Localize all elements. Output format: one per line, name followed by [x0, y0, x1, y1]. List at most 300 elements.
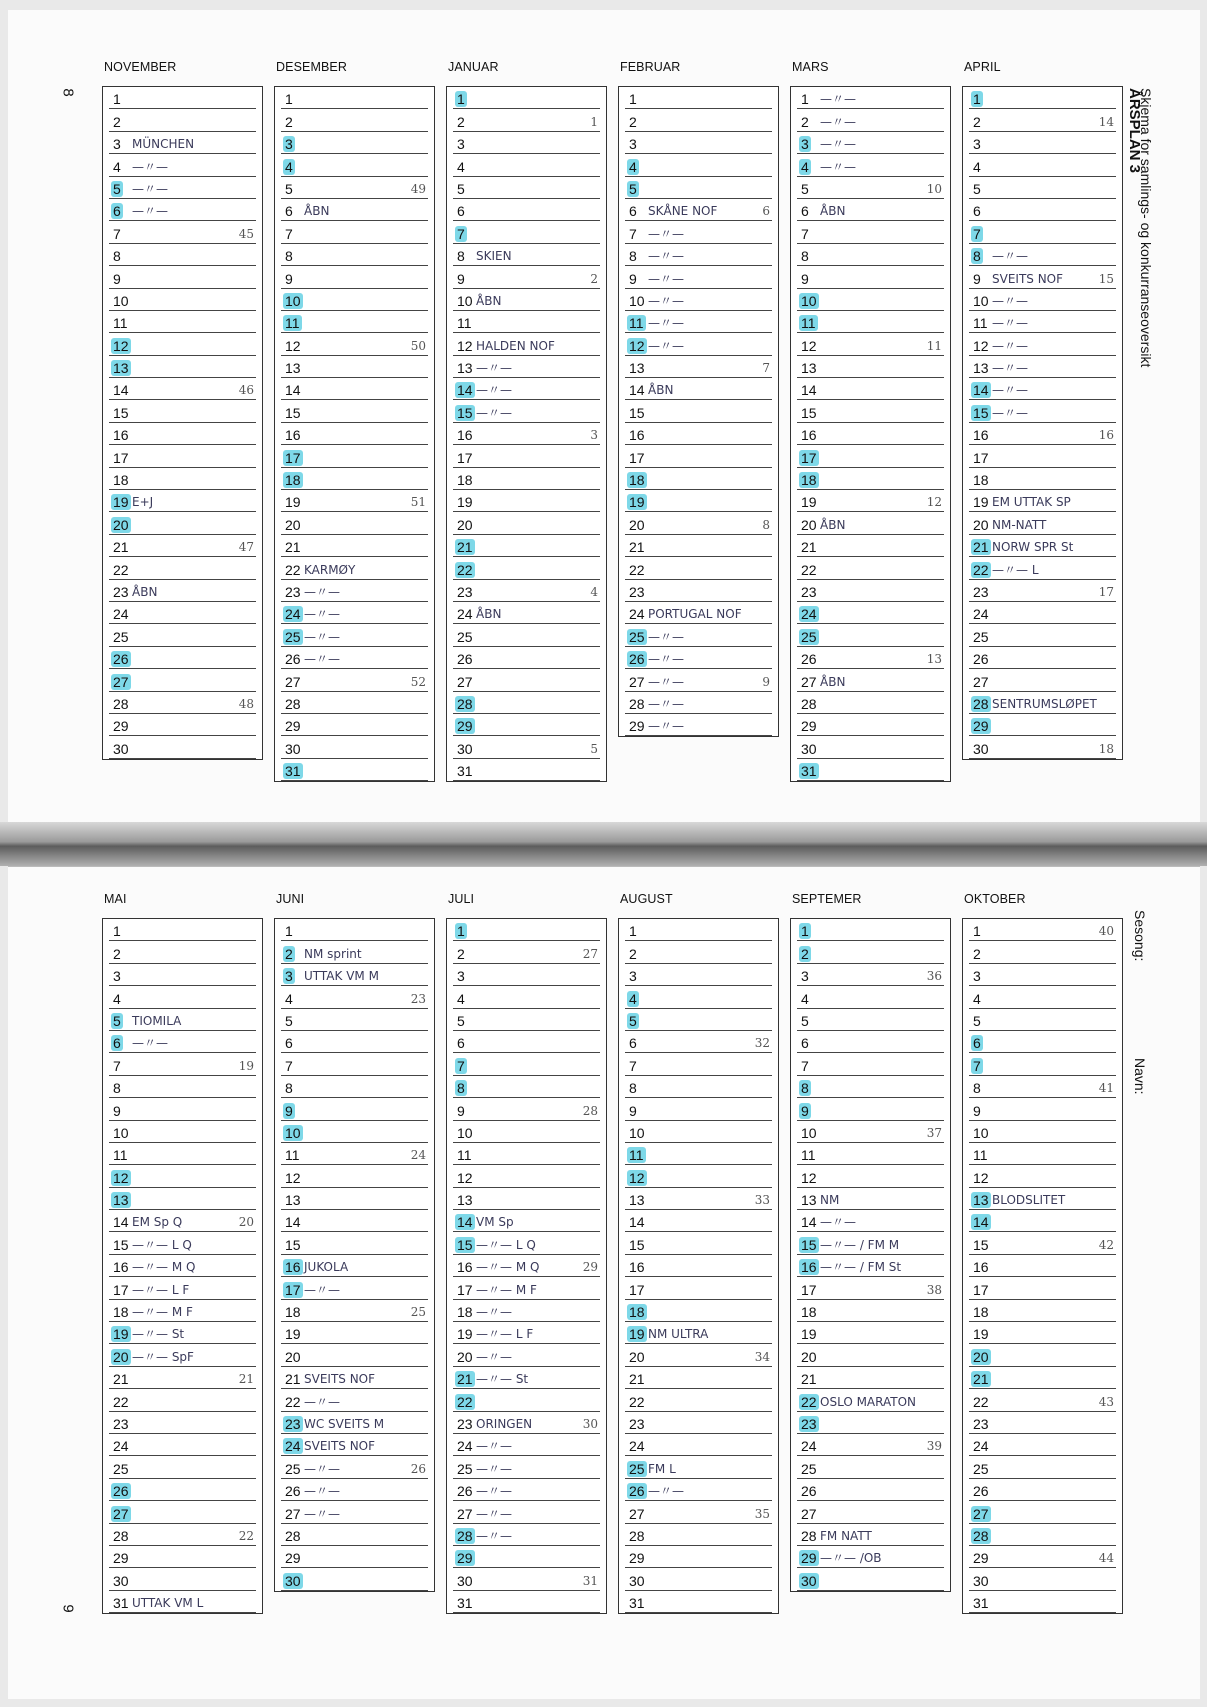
day-row[interactable] [281, 1098, 428, 1120]
day-row[interactable] [969, 919, 1116, 941]
day-row[interactable] [969, 289, 1116, 311]
day-row[interactable] [625, 1568, 772, 1590]
day-row[interactable] [281, 289, 428, 311]
day-row[interactable] [453, 986, 600, 1008]
day-row[interactable] [625, 714, 772, 736]
day-row[interactable] [453, 602, 600, 624]
day-row[interactable] [969, 580, 1116, 602]
day-row[interactable] [281, 1322, 428, 1344]
day-row[interactable] [109, 1344, 256, 1366]
day-row[interactable] [453, 1501, 600, 1523]
day-row[interactable] [109, 1367, 256, 1389]
day-row[interactable] [281, 1546, 428, 1568]
day-row[interactable] [453, 1434, 600, 1456]
day-row[interactable] [969, 1591, 1116, 1613]
day-row[interactable] [109, 1300, 256, 1322]
day-row[interactable] [969, 941, 1116, 963]
day-row[interactable] [109, 1389, 256, 1411]
day-row[interactable] [969, 378, 1116, 400]
day-row[interactable] [281, 1277, 428, 1299]
day-row[interactable] [625, 445, 772, 467]
day-row[interactable] [109, 445, 256, 467]
day-row[interactable] [625, 1053, 772, 1075]
day-row[interactable] [453, 244, 600, 266]
day-row[interactable] [109, 87, 256, 109]
day-row[interactable] [281, 692, 428, 714]
day-row[interactable] [453, 1031, 600, 1053]
day-row[interactable] [969, 736, 1116, 758]
day-row[interactable] [109, 154, 256, 176]
day-row[interactable] [453, 289, 600, 311]
day-row[interactable] [969, 1031, 1116, 1053]
day-row[interactable] [281, 1434, 428, 1456]
day-row[interactable] [625, 986, 772, 1008]
day-row[interactable] [453, 535, 600, 557]
day-row[interactable] [109, 535, 256, 557]
day-row[interactable] [625, 535, 772, 557]
day-row[interactable] [109, 1546, 256, 1568]
day-row[interactable] [453, 941, 600, 963]
day-row[interactable] [969, 221, 1116, 243]
day-row[interactable] [281, 1009, 428, 1031]
day-row[interactable] [453, 1367, 600, 1389]
day-row[interactable] [625, 1277, 772, 1299]
day-row[interactable] [797, 1076, 944, 1098]
day-row[interactable] [281, 154, 428, 176]
day-row[interactable] [453, 1412, 600, 1434]
day-row[interactable] [625, 356, 772, 378]
day-row[interactable] [453, 423, 600, 445]
day-row[interactable] [625, 1434, 772, 1456]
day-row[interactable] [281, 445, 428, 467]
day-row[interactable] [625, 1188, 772, 1210]
day-row[interactable] [281, 1524, 428, 1546]
day-row[interactable] [453, 1456, 600, 1478]
day-row[interactable] [625, 1501, 772, 1523]
day-row[interactable] [797, 132, 944, 154]
day-row[interactable] [797, 1098, 944, 1120]
day-row[interactable] [453, 154, 600, 176]
day-row[interactable] [453, 266, 600, 288]
day-row[interactable] [625, 1210, 772, 1232]
day-row[interactable] [969, 1121, 1116, 1143]
day-row[interactable] [453, 1121, 600, 1143]
day-row[interactable] [109, 714, 256, 736]
day-row[interactable] [281, 535, 428, 557]
day-row[interactable] [109, 1501, 256, 1523]
day-row[interactable] [109, 580, 256, 602]
day-row[interactable] [969, 177, 1116, 199]
day-row[interactable] [281, 941, 428, 963]
day-row[interactable] [109, 266, 256, 288]
day-row[interactable] [625, 1524, 772, 1546]
day-row[interactable] [969, 692, 1116, 714]
day-row[interactable] [797, 423, 944, 445]
day-row[interactable] [109, 1009, 256, 1031]
day-row[interactable] [109, 1412, 256, 1434]
day-row[interactable] [109, 1524, 256, 1546]
day-row[interactable] [797, 941, 944, 963]
day-row[interactable] [109, 736, 256, 758]
day-row[interactable] [109, 109, 256, 131]
day-row[interactable] [797, 1322, 944, 1344]
day-row[interactable] [453, 400, 600, 422]
day-row[interactable] [109, 1076, 256, 1098]
day-row[interactable] [969, 154, 1116, 176]
day-row[interactable] [797, 535, 944, 557]
day-row[interactable] [797, 964, 944, 986]
day-row[interactable] [969, 647, 1116, 669]
day-row[interactable] [797, 714, 944, 736]
day-row[interactable] [109, 624, 256, 646]
day-row[interactable] [281, 356, 428, 378]
day-row[interactable] [625, 1344, 772, 1366]
day-row[interactable] [281, 266, 428, 288]
day-row[interactable] [969, 1255, 1116, 1277]
day-row[interactable] [109, 333, 256, 355]
day-row[interactable] [797, 1344, 944, 1366]
day-row[interactable] [969, 266, 1116, 288]
day-row[interactable] [625, 624, 772, 646]
day-row[interactable] [969, 1389, 1116, 1411]
day-row[interactable] [797, 333, 944, 355]
day-row[interactable] [453, 468, 600, 490]
day-row[interactable] [109, 1031, 256, 1053]
day-row[interactable] [109, 490, 256, 512]
day-row[interactable] [797, 1367, 944, 1389]
day-row[interactable] [625, 919, 772, 941]
day-row[interactable] [797, 1277, 944, 1299]
day-row[interactable] [109, 941, 256, 963]
day-row[interactable] [453, 445, 600, 467]
day-row[interactable] [969, 490, 1116, 512]
day-row[interactable] [969, 244, 1116, 266]
day-row[interactable] [797, 669, 944, 691]
day-row[interactable] [969, 1546, 1116, 1568]
day-row[interactable] [453, 490, 600, 512]
day-row[interactable] [453, 1098, 600, 1120]
day-row[interactable] [969, 423, 1116, 445]
day-row[interactable] [797, 919, 944, 941]
day-row[interactable] [109, 423, 256, 445]
day-row[interactable] [625, 199, 772, 221]
day-row[interactable] [453, 692, 600, 714]
day-row[interactable] [625, 557, 772, 579]
day-row[interactable] [797, 109, 944, 131]
day-row[interactable] [969, 132, 1116, 154]
day-row[interactable] [969, 1076, 1116, 1098]
day-row[interactable] [797, 759, 944, 781]
day-row[interactable] [969, 1098, 1116, 1120]
day-row[interactable] [797, 1389, 944, 1411]
day-row[interactable] [109, 602, 256, 624]
day-row[interactable] [625, 964, 772, 986]
day-row[interactable] [281, 468, 428, 490]
day-row[interactable] [625, 1255, 772, 1277]
day-row[interactable] [797, 266, 944, 288]
day-row[interactable] [969, 1277, 1116, 1299]
day-row[interactable] [625, 1389, 772, 1411]
day-row[interactable] [453, 1009, 600, 1031]
day-row[interactable] [625, 1143, 772, 1165]
day-row[interactable] [969, 624, 1116, 646]
day-row[interactable] [109, 1591, 256, 1613]
day-row[interactable] [969, 535, 1116, 557]
day-row[interactable] [453, 199, 600, 221]
day-row[interactable] [797, 378, 944, 400]
day-row[interactable] [453, 759, 600, 781]
day-row[interactable] [453, 1344, 600, 1366]
day-row[interactable] [453, 1188, 600, 1210]
day-row[interactable] [109, 669, 256, 691]
day-row[interactable] [625, 1367, 772, 1389]
day-row[interactable] [797, 221, 944, 243]
day-row[interactable] [109, 647, 256, 669]
day-row[interactable] [453, 356, 600, 378]
day-row[interactable] [453, 1389, 600, 1411]
day-row[interactable] [625, 490, 772, 512]
day-row[interactable] [969, 1456, 1116, 1478]
day-row[interactable] [281, 647, 428, 669]
day-row[interactable] [281, 1031, 428, 1053]
day-row[interactable] [281, 759, 428, 781]
day-row[interactable] [109, 1479, 256, 1501]
day-row[interactable] [109, 244, 256, 266]
day-row[interactable] [453, 1300, 600, 1322]
day-row[interactable] [453, 1591, 600, 1613]
day-row[interactable] [625, 289, 772, 311]
day-row[interactable] [281, 1479, 428, 1501]
day-row[interactable] [281, 1210, 428, 1232]
day-row[interactable] [109, 919, 256, 941]
day-row[interactable] [797, 1456, 944, 1478]
day-row[interactable] [281, 1501, 428, 1523]
day-row[interactable] [625, 1546, 772, 1568]
day-row[interactable] [969, 557, 1116, 579]
day-row[interactable] [453, 87, 600, 109]
day-row[interactable] [969, 1210, 1116, 1232]
day-row[interactable] [109, 1232, 256, 1254]
day-row[interactable] [281, 964, 428, 986]
day-row[interactable] [625, 221, 772, 243]
day-row[interactable] [797, 1188, 944, 1210]
day-row[interactable] [797, 624, 944, 646]
day-row[interactable] [109, 692, 256, 714]
day-row[interactable] [797, 692, 944, 714]
day-row[interactable] [625, 177, 772, 199]
day-row[interactable] [797, 986, 944, 1008]
day-row[interactable] [797, 1121, 944, 1143]
day-row[interactable] [625, 400, 772, 422]
day-row[interactable] [625, 941, 772, 963]
day-row[interactable] [281, 244, 428, 266]
day-row[interactable] [969, 199, 1116, 221]
day-row[interactable] [281, 221, 428, 243]
day-row[interactable] [625, 1591, 772, 1613]
day-row[interactable] [109, 986, 256, 1008]
day-row[interactable] [625, 647, 772, 669]
day-row[interactable] [453, 177, 600, 199]
day-row[interactable] [109, 1098, 256, 1120]
day-row[interactable] [281, 490, 428, 512]
day-row[interactable] [109, 400, 256, 422]
day-row[interactable] [969, 1479, 1116, 1501]
day-row[interactable] [281, 132, 428, 154]
day-row[interactable] [281, 1076, 428, 1098]
day-row[interactable] [625, 87, 772, 109]
day-row[interactable] [969, 1322, 1116, 1344]
day-row[interactable] [453, 333, 600, 355]
day-row[interactable] [281, 1456, 428, 1478]
day-row[interactable] [969, 1367, 1116, 1389]
day-row[interactable] [797, 468, 944, 490]
day-row[interactable] [625, 580, 772, 602]
day-row[interactable] [281, 986, 428, 1008]
day-row[interactable] [625, 1232, 772, 1254]
day-row[interactable] [453, 1277, 600, 1299]
day-row[interactable] [453, 1322, 600, 1344]
day-row[interactable] [625, 266, 772, 288]
day-row[interactable] [109, 1255, 256, 1277]
day-row[interactable] [969, 1009, 1116, 1031]
day-row[interactable] [969, 1053, 1116, 1075]
day-row[interactable] [625, 512, 772, 534]
day-row[interactable] [969, 468, 1116, 490]
day-row[interactable] [281, 1188, 428, 1210]
day-row[interactable] [797, 490, 944, 512]
day-row[interactable] [281, 1232, 428, 1254]
day-row[interactable] [109, 221, 256, 243]
day-row[interactable] [453, 1232, 600, 1254]
day-row[interactable] [797, 1524, 944, 1546]
day-row[interactable] [453, 109, 600, 131]
day-row[interactable] [797, 1546, 944, 1568]
day-row[interactable] [281, 512, 428, 534]
day-row[interactable] [281, 311, 428, 333]
day-row[interactable] [453, 1479, 600, 1501]
day-row[interactable] [109, 177, 256, 199]
day-row[interactable] [625, 154, 772, 176]
day-row[interactable] [109, 1188, 256, 1210]
day-row[interactable] [625, 602, 772, 624]
day-row[interactable] [281, 423, 428, 445]
day-row[interactable] [281, 919, 428, 941]
day-row[interactable] [281, 557, 428, 579]
day-row[interactable] [797, 557, 944, 579]
day-row[interactable] [797, 199, 944, 221]
day-row[interactable] [969, 1412, 1116, 1434]
day-row[interactable] [797, 736, 944, 758]
day-row[interactable] [281, 400, 428, 422]
day-row[interactable] [281, 1053, 428, 1075]
day-row[interactable] [625, 333, 772, 355]
day-row[interactable] [453, 512, 600, 534]
day-row[interactable] [109, 1053, 256, 1075]
day-row[interactable] [797, 602, 944, 624]
day-row[interactable] [797, 177, 944, 199]
day-row[interactable] [625, 132, 772, 154]
day-row[interactable] [109, 468, 256, 490]
day-row[interactable] [625, 1009, 772, 1031]
day-row[interactable] [797, 356, 944, 378]
day-row[interactable] [109, 132, 256, 154]
day-row[interactable] [969, 1232, 1116, 1254]
day-row[interactable] [109, 378, 256, 400]
day-row[interactable] [797, 1434, 944, 1456]
day-row[interactable] [797, 289, 944, 311]
day-row[interactable] [453, 1076, 600, 1098]
day-row[interactable] [109, 1143, 256, 1165]
day-row[interactable] [625, 468, 772, 490]
day-row[interactable] [281, 378, 428, 400]
day-row[interactable] [281, 1344, 428, 1366]
day-row[interactable] [453, 580, 600, 602]
day-row[interactable] [281, 109, 428, 131]
day-row[interactable] [453, 736, 600, 758]
day-row[interactable] [625, 1322, 772, 1344]
day-row[interactable] [281, 87, 428, 109]
day-row[interactable] [797, 1031, 944, 1053]
day-row[interactable] [109, 311, 256, 333]
day-row[interactable] [281, 177, 428, 199]
day-row[interactable] [281, 333, 428, 355]
day-row[interactable] [969, 602, 1116, 624]
day-row[interactable] [109, 1456, 256, 1478]
day-row[interactable] [281, 1389, 428, 1411]
day-row[interactable] [109, 1434, 256, 1456]
day-row[interactable] [281, 199, 428, 221]
day-row[interactable] [625, 244, 772, 266]
day-row[interactable] [625, 1121, 772, 1143]
day-row[interactable] [453, 624, 600, 646]
day-row[interactable] [797, 154, 944, 176]
day-row[interactable] [797, 512, 944, 534]
day-row[interactable] [797, 1255, 944, 1277]
day-row[interactable] [453, 1143, 600, 1165]
day-row[interactable] [453, 669, 600, 691]
day-row[interactable] [453, 1210, 600, 1232]
day-row[interactable] [281, 1121, 428, 1143]
day-row[interactable] [453, 557, 600, 579]
day-row[interactable] [281, 1165, 428, 1187]
day-row[interactable] [969, 1501, 1116, 1523]
day-row[interactable] [797, 1479, 944, 1501]
day-row[interactable] [281, 1568, 428, 1590]
day-row[interactable] [453, 221, 600, 243]
day-row[interactable] [797, 647, 944, 669]
day-row[interactable] [969, 964, 1116, 986]
day-row[interactable] [281, 1300, 428, 1322]
day-row[interactable] [969, 109, 1116, 131]
day-row[interactable] [109, 1121, 256, 1143]
day-row[interactable] [281, 580, 428, 602]
day-row[interactable] [109, 289, 256, 311]
day-row[interactable] [281, 1367, 428, 1389]
day-row[interactable] [453, 1568, 600, 1590]
day-row[interactable] [453, 1524, 600, 1546]
day-row[interactable] [625, 378, 772, 400]
day-row[interactable] [109, 1277, 256, 1299]
day-row[interactable] [281, 1255, 428, 1277]
day-row[interactable] [969, 356, 1116, 378]
day-row[interactable] [453, 311, 600, 333]
day-row[interactable] [969, 333, 1116, 355]
day-row[interactable] [453, 1053, 600, 1075]
day-row[interactable] [625, 1456, 772, 1478]
day-row[interactable] [625, 1300, 772, 1322]
day-row[interactable] [797, 1165, 944, 1187]
day-row[interactable] [797, 1210, 944, 1232]
